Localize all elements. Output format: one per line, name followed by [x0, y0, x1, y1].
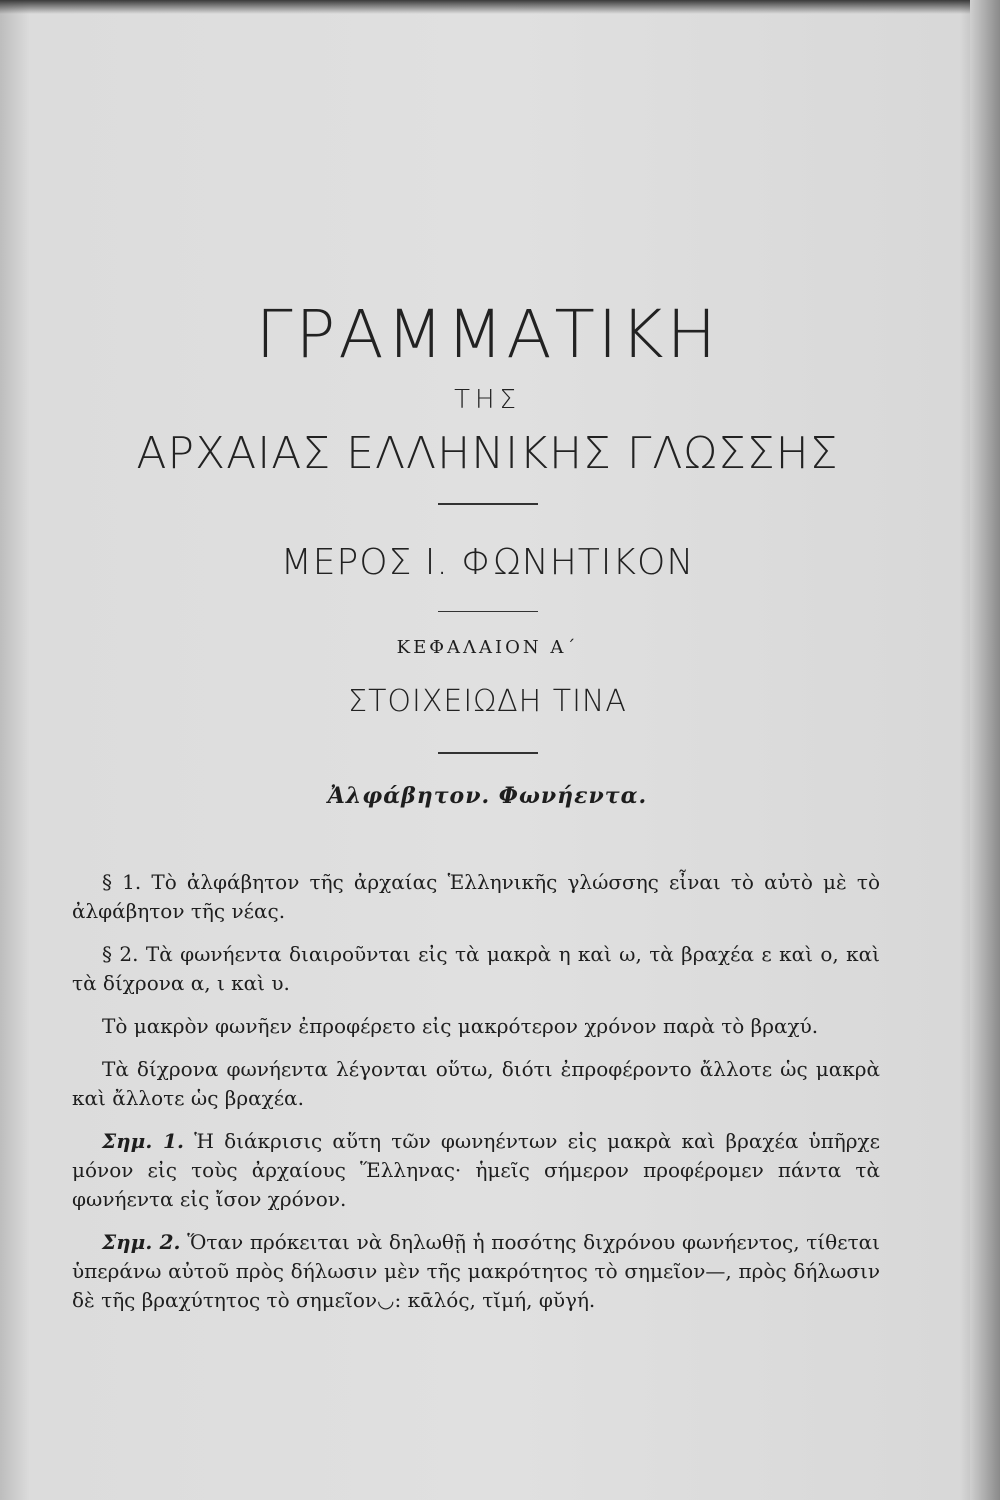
note-2: [72, 1228, 880, 1315]
paragraph-4: Τὰ δίχρονα φωνήεντα λέγονται οὕτω, διότι ἐπροφέροντο ἄλλοτε ὡς μακρὰ καὶ ἄλλοτε ὡς βραχέα.: [72, 1057, 880, 1110]
paragraph-1: § 1. Τὸ ἀλφάβητον τῆς ἀρχαίας Ἑλληνικῆς γλώσσης εἶναι τὸ αὐτὸ μὲ τὸ ἀλφάβητον τῆς νέας.: [72, 870, 880, 923]
section-heading: Ἀλφάβητον. Φωνήεντα.: [327, 782, 648, 809]
note-2-label: Σημ. 2.: [102, 1230, 181, 1254]
body-text: [72, 868, 880, 1329]
part-heading: ΜΕΡΟΣ Ι. ΦΩΝΗΤΙΚΟΝ: [280, 541, 695, 583]
paragraph-3: Τὸ μακρὸν φωνῆεν ἐπροφέρετο εἰς μακρότερον χρόνον παρὰ τὸ βραχύ.: [102, 1014, 819, 1038]
paragraph-2: § 2. Τὰ φωνήεντα διαιροῦνται εἰς τὰ μακρὰ η καὶ ω, τὰ βραχέα ε καὶ ο, καὶ τὰ δίχρονα α, ι καὶ υ.: [72, 942, 880, 995]
language-title: ΑΡΧΑΙΑΣ ΕΛΛΗΝΙΚΗΣ ΓΛΩΣΣΗΣ: [136, 428, 839, 479]
title-block: [0, 295, 975, 810]
divider-rule: [438, 752, 538, 754]
divider-rule: [438, 611, 538, 613]
note-1-label: Σημ. 1.: [102, 1129, 184, 1153]
divider-rule: [438, 503, 538, 505]
note-1: [72, 1127, 880, 1214]
title-article: ΤΗΣ: [454, 385, 521, 415]
main-title: ΓΡΑΜΜΑΤΙΚΗ: [255, 296, 720, 373]
chapter-subtitle: ΣΤΟΙΧΕΙΩΔΗ ΤΙΝΑ: [348, 684, 627, 719]
chapter-heading: ΚΕΦΑΛΑΙΟΝ Α΄: [396, 637, 579, 658]
note-1-text: Ἡ διάκρισις αὕτη τῶν φωνηέντων εἰς μακρὰ καὶ βραχέα ὑπῆρχε μόνον εἰς τοὺς ἀρχαίους Ἕλληνας· ἡμεῖς σήμερον προφέρομεν πάντα τὰ φωνήεντα εἰς ἴσον χρόνον.: [72, 1129, 881, 1211]
note-2-text: Ὅταν πρόκειται νὰ δηλωθῇ ἡ ποσότης διχρόνου φωνήεντος, τίθεται ὑπεράνω αὐτοῦ πρὸς δήλωσιν μὲν τῆς μακρότητος τὸ σημεῖον—, πρὸς δήλωσιν δὲ τῆς βραχύτητος τὸ σημεῖον◡: κᾱλός, τῐμή, φῠγή.: [72, 1230, 880, 1312]
top-edge-shadow: [0, 0, 1000, 14]
